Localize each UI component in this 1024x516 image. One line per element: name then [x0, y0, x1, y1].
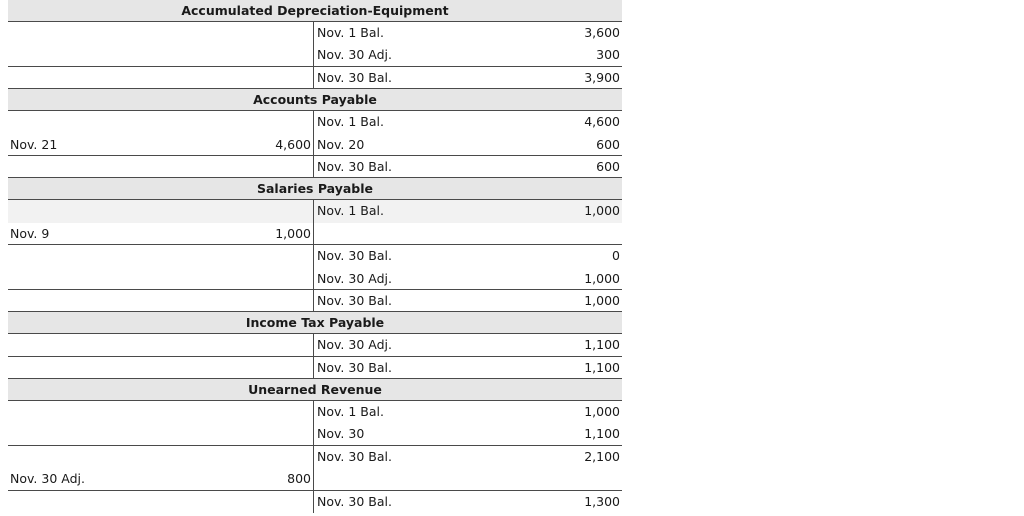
debit-amount: 800 [158, 468, 314, 489]
debit-amount [158, 491, 314, 513]
credit-amount: 1,000 [584, 203, 620, 219]
debit-label [8, 245, 158, 267]
debit-amount [158, 200, 314, 222]
credit-amount [474, 468, 622, 489]
credit-label: Nov. 20 [317, 136, 365, 152]
debit-amount [158, 357, 314, 378]
credit-amount: 1,000 [584, 270, 620, 286]
credit-amount: 1,000 [584, 292, 620, 308]
ledger-row [8, 401, 622, 423]
account-title: Accounts Payable [8, 89, 622, 111]
ledger-row [8, 22, 622, 44]
credit-amount [474, 223, 622, 244]
credit-label: Nov. 30 Bal. [317, 158, 392, 174]
credit-label: Nov. 1 Bal. [317, 203, 384, 219]
debit-label [8, 67, 158, 88]
debit-amount [158, 156, 314, 177]
ledger-row [8, 156, 622, 178]
t-account [8, 178, 622, 312]
debit-label [8, 334, 158, 355]
ledger-row [8, 268, 622, 290]
debit-label [8, 44, 158, 65]
debit-amount [158, 268, 314, 289]
credit-amount: 2,100 [584, 448, 620, 464]
credit-label [314, 223, 474, 244]
ledger-row [8, 290, 622, 312]
credit-label: Nov. 30 Adj. [317, 270, 392, 286]
credit-label: Nov. 30 Bal. [317, 69, 392, 85]
debit-label: Nov. 9 [10, 225, 50, 241]
debit-amount [158, 67, 314, 88]
debit-amount [158, 111, 314, 133]
credit-amount: 3,900 [584, 69, 620, 85]
ledger-row [8, 446, 622, 468]
ledger-row [8, 423, 622, 445]
ledger-row [8, 468, 622, 490]
debit-label [8, 290, 158, 311]
credit-label: Nov. 30 Bal. [317, 248, 392, 264]
debit-label [8, 423, 158, 444]
credit-amount: 1,100 [584, 337, 620, 353]
ledger-row [8, 245, 622, 267]
credit-amount: 4,600 [584, 114, 620, 130]
debit-amount: 1,000 [158, 223, 314, 244]
account-title: Accumulated Depreciation-Equipment [8, 0, 622, 22]
t-account [8, 0, 622, 89]
account-title: Salaries Payable [8, 178, 622, 200]
credit-label: Nov. 30 Bal. [317, 359, 392, 375]
credit-label: Nov. 1 Bal. [317, 114, 384, 130]
debit-label [8, 268, 158, 289]
ledger-row [8, 334, 622, 356]
debit-label [8, 22, 158, 44]
credit-label: Nov. 30 Adj. [317, 337, 392, 353]
t-account-ledger [8, 0, 622, 513]
debit-label [8, 111, 158, 133]
debit-amount: 4,600 [158, 134, 314, 155]
account-title: Unearned Revenue [8, 379, 622, 401]
credit-label: Nov. 30 [317, 426, 365, 442]
credit-label: Nov. 30 Bal. [317, 448, 392, 464]
ledger-row [8, 200, 622, 222]
ledger-row [8, 44, 622, 66]
credit-label: Nov. 30 Bal. [317, 292, 392, 308]
ledger-row [8, 223, 622, 245]
debit-label [8, 200, 158, 222]
credit-amount: 300 [596, 47, 620, 63]
credit-label: Nov. 1 Bal. [317, 404, 384, 420]
debit-label: Nov. 30 Adj. [10, 471, 85, 487]
debit-label [8, 401, 158, 423]
credit-label: Nov. 30 Adj. [317, 47, 392, 63]
debit-amount [158, 446, 314, 468]
debit-amount [158, 22, 314, 44]
ledger-row [8, 357, 622, 379]
credit-amount: 1,000 [584, 404, 620, 420]
debit-amount [158, 245, 314, 267]
credit-label: Nov. 1 Bal. [317, 25, 384, 40]
debit-amount [158, 423, 314, 444]
debit-amount [158, 290, 314, 311]
t-account [8, 379, 622, 513]
credit-amount: 0 [612, 248, 620, 264]
debit-amount [158, 401, 314, 423]
credit-amount: 1,100 [584, 426, 620, 442]
credit-amount: 3,600 [584, 25, 620, 40]
debit-amount [158, 44, 314, 65]
credit-amount: 600 [596, 136, 620, 152]
debit-label [8, 446, 158, 468]
t-account [8, 312, 622, 379]
debit-amount [158, 334, 314, 355]
credit-amount: 1,100 [584, 359, 620, 375]
ledger-row [8, 111, 622, 133]
credit-label: Nov. 30 Bal. [317, 493, 392, 509]
ledger-row [8, 491, 622, 513]
ledger-row [8, 67, 622, 89]
credit-label [314, 468, 474, 489]
debit-label [8, 357, 158, 378]
credit-amount: 600 [596, 158, 620, 174]
credit-amount: 1,300 [584, 493, 620, 509]
t-account [8, 89, 622, 178]
debit-label [8, 491, 158, 513]
account-title: Income Tax Payable [8, 312, 622, 334]
debit-label [8, 156, 158, 177]
ledger-row [8, 134, 622, 156]
debit-label: Nov. 21 [10, 136, 58, 152]
